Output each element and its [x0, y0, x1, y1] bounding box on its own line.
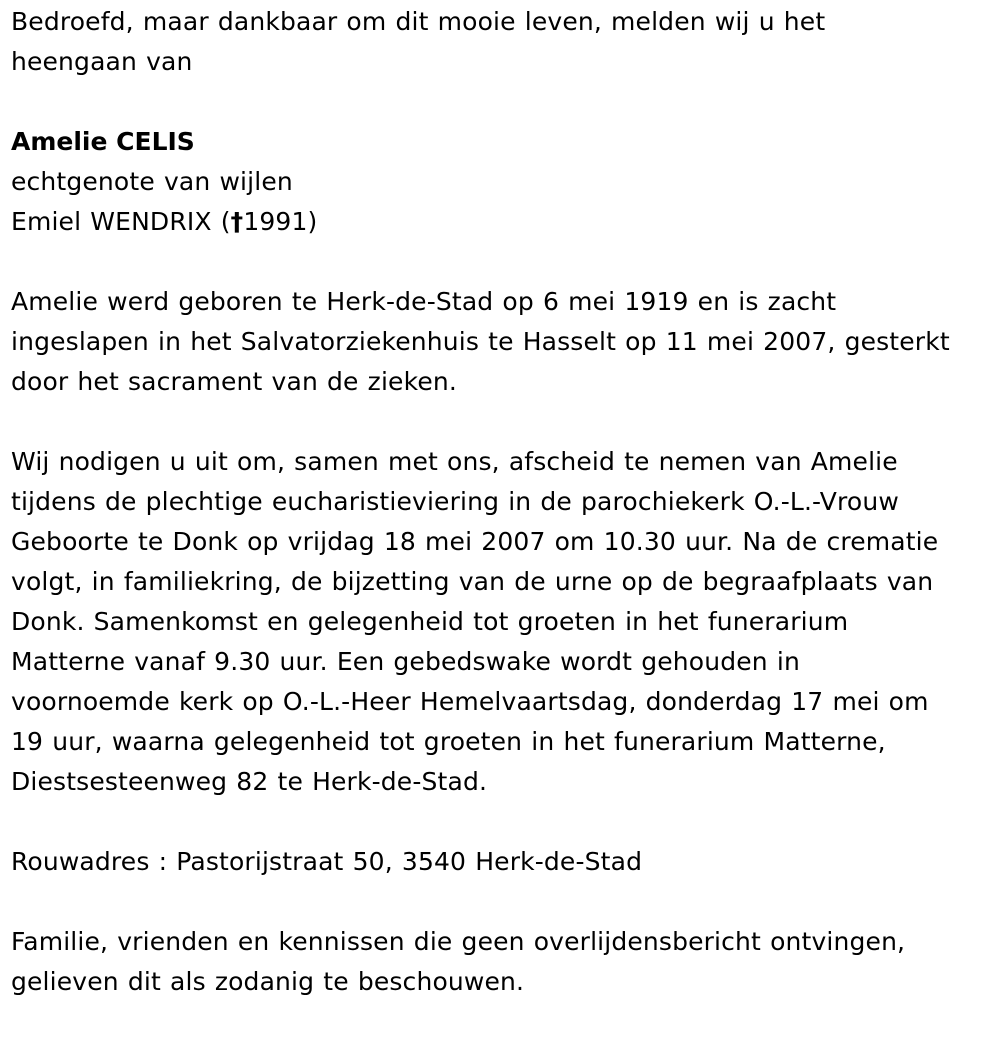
intro-paragraph — [11, 2, 986, 82]
paragraph-line: ingeslapen in het Salvatorziekenhuis te Hasselt op 11 mei 2007, gesterkt — [11, 327, 950, 356]
paragraph-line: tijdens de plechtige eucharistieviering in de parochiekerk O.-L.-Vrouw — [11, 487, 899, 516]
relation-text: echtgenote van wijlen — [11, 167, 293, 196]
intro-line: Bedroefd, maar dankbaar om dit mooie leven, melden wij u het — [11, 7, 826, 36]
paragraph-line: Familie, vrienden en kennissen die geen overlijdensbericht ontvingen, — [11, 927, 906, 956]
paragraph-line: voornoemde kerk op O.-L.-Heer Hemelvaartsdag, donderdag 17 mei om — [11, 687, 929, 716]
paragraph-line: Geboorte te Donk op vrijdag 18 mei 2007 om 10.30 uur. Na de crematie — [11, 527, 939, 556]
spacer — [11, 242, 986, 282]
paragraph-line: Amelie werd geboren te Herk-de-Stad op 6 mei 1919 en is zacht — [11, 287, 837, 316]
mourning-address: Rouwadres : Pastorijstraat 50, 3540 Herk-de-Stad — [11, 847, 643, 876]
relation-block — [11, 162, 986, 242]
intro-line: heengaan van — [11, 47, 193, 76]
paragraph-line: 19 uur, waarna gelegenheid tot groeten in het funerarium Matterne, — [11, 727, 886, 756]
birth-death-paragraph — [11, 282, 986, 402]
address-paragraph — [11, 842, 986, 882]
spacer — [11, 802, 986, 842]
spacer — [11, 882, 986, 922]
paragraph-line: Wij nodigen u uit om, samen met ons, afscheid te nemen van Amelie — [11, 447, 898, 476]
spacer — [11, 82, 986, 122]
paragraph-line: door het sacrament van de zieken. — [11, 367, 457, 396]
paragraph-line: Matterne vanaf 9.30 uur. Een gebedswake wordt gehouden in — [11, 647, 800, 676]
spouse-name: Emiel WENDRIX ( — [11, 207, 231, 236]
deceased-name: Amelie CELIS — [11, 127, 195, 156]
paragraph-line: Donk. Samenkomst en gelegenheid tot groeten in het funerarium — [11, 607, 849, 636]
spouse-death-year: 1991) — [243, 207, 318, 236]
closing-paragraph — [11, 922, 986, 1002]
obituary-notice — [11, 2, 986, 1002]
paragraph-line: volgt, in familiekring, de bijzetting van de urne op de begraafplaats van — [11, 567, 934, 596]
spacer — [11, 402, 986, 442]
cross-icon: † — [230, 207, 244, 236]
paragraph-line: gelieven dit als zodanig te beschouwen. — [11, 967, 525, 996]
paragraph-line: Diestsesteenweg 82 te Herk-de-Stad. — [11, 767, 488, 796]
spouse-line — [11, 202, 986, 242]
ceremony-paragraph — [11, 442, 986, 802]
